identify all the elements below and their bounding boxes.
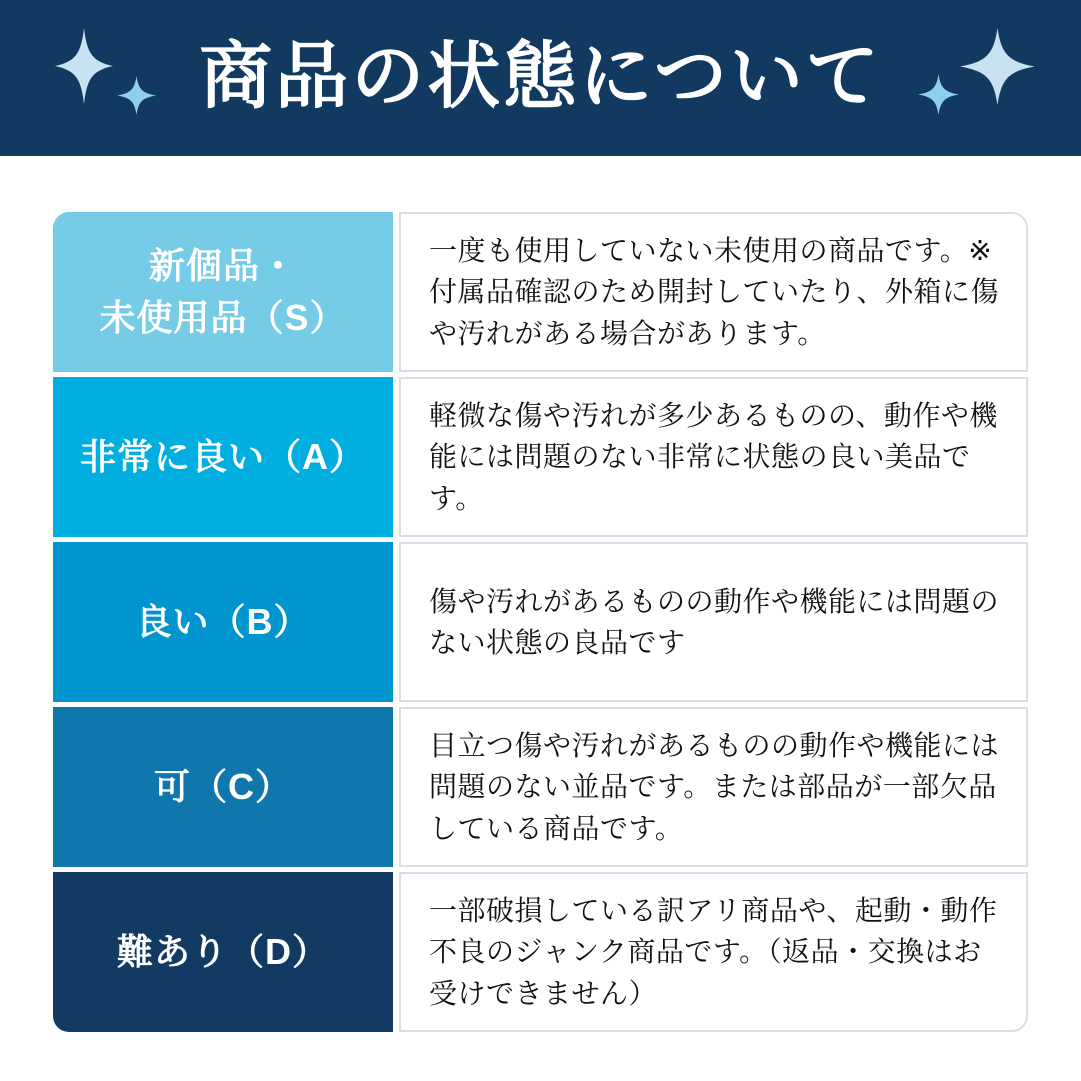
grade-label-line: 新個品・ [148, 244, 297, 286]
grade-label-line: 可（C） [154, 765, 292, 807]
table-row-grade-c [53, 707, 1028, 867]
grade-label-line: 難あり（D） [117, 930, 329, 972]
header-banner [0, 0, 1081, 156]
grade-label-line: 良い（B） [135, 600, 311, 642]
grade-label-line: 非常に良い（A） [80, 435, 366, 477]
grade-description-c [399, 707, 1028, 867]
grade-label-line: 未使用品（S） [99, 297, 347, 338]
sparkle-icon [117, 76, 156, 115]
grade-label-c [53, 707, 393, 867]
grade-label-d [53, 872, 393, 1032]
grade-description-d [399, 872, 1028, 1032]
page-title: 商品の状態について [199, 35, 882, 117]
grade-description-text: 目立つ傷や汚れがあるものの動作や機能には問題のない並品です。または部品が一部欠品している商品です。 [429, 730, 1000, 844]
sparkle-icon [918, 74, 959, 115]
grade-description-s [399, 212, 1028, 372]
grade-label-b [53, 542, 393, 702]
grade-description-a [399, 377, 1028, 537]
sparkle-icon [55, 28, 113, 104]
condition-table [53, 212, 1028, 1032]
grade-description-text: 一度も使用していない未使用の商品です。※付属品確認のため開封していたり、外箱に傷や汚れがある場合があります。 [429, 235, 1000, 349]
table-row-grade-d [53, 872, 1028, 1032]
table-row-grade-a [53, 377, 1028, 537]
grade-description-b [399, 542, 1028, 702]
grade-description-text: 軽微な傷や汚れが多少あるものの、動作や機能には問題のない非常に状態の良い美品です。 [429, 400, 998, 514]
sparkle-icon [960, 28, 1035, 105]
grade-label-s [53, 212, 393, 372]
table-row-grade-s [53, 212, 1028, 372]
table-row-grade-b [53, 542, 1028, 702]
grade-label-a [53, 377, 393, 537]
grade-description-text: 傷や汚れがあるものの動作や機能には問題のない状態の良品です [429, 585, 1000, 658]
grade-description-text: 一部破損している訳アリ商品や、起動・動作不良のジャンク商品です。（返品・交換はお受けできません） [429, 895, 998, 1009]
